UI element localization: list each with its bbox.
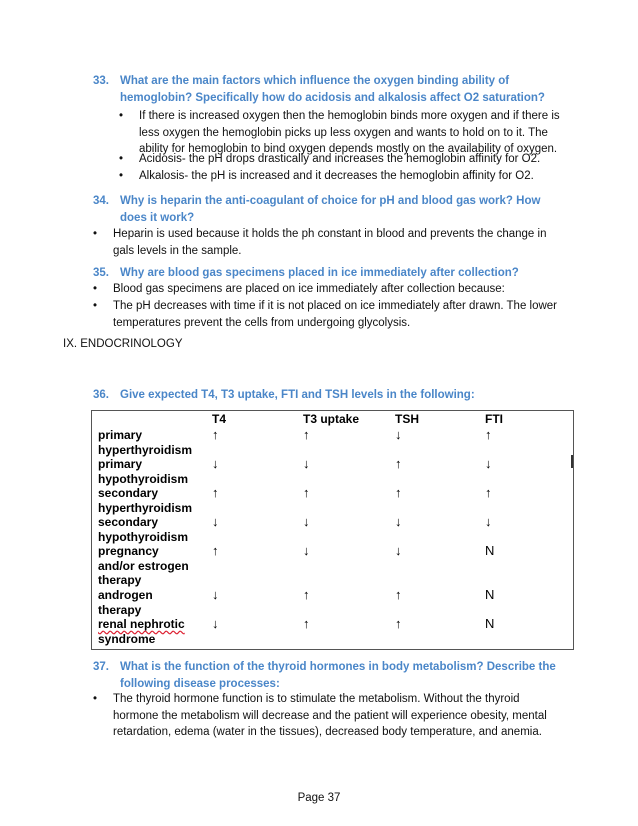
cell-t3-uptake: ↑	[303, 616, 310, 631]
bullet-item	[93, 298, 569, 332]
cell-t4: ↓	[212, 456, 219, 471]
question-36	[93, 387, 563, 404]
row-label-line: hypothyroidism	[98, 471, 189, 486]
question-37	[93, 659, 563, 693]
cell-t4: ↓	[212, 587, 219, 602]
column-header-fti: FTI	[485, 412, 503, 426]
bullet-item	[93, 691, 569, 741]
cell-t4: ↑	[212, 543, 219, 558]
cell-t4: ↑	[212, 427, 219, 442]
thyroid-table	[91, 410, 574, 650]
row-label	[98, 428, 192, 457]
cell-t3-uptake: ↑	[303, 485, 310, 500]
bullet-item	[93, 226, 569, 260]
row-label-line: renal nephrotic	[98, 617, 185, 631]
cell-fti: ↓	[485, 456, 492, 471]
cell-fti: N	[485, 543, 495, 558]
question-number: 35.	[93, 267, 109, 279]
row-label	[98, 588, 153, 617]
row-label	[98, 515, 188, 544]
cell-t3-uptake: ↓	[303, 514, 310, 529]
bullet-icon: •	[119, 153, 124, 165]
row-label-line: hypothyroidism	[98, 529, 189, 544]
bullet-line: hormone the metabolism will decrease and the patient will experience obesity, mental	[113, 709, 547, 722]
question-line: What is the function of the thyroid hormones in body metabolism? Describe the	[120, 661, 556, 673]
bullet-item	[119, 151, 569, 168]
bullet-line: The pH decreases with time if it is not placed on ice immediately after drawn. The lower	[113, 300, 558, 312]
row-label-line: pregnancy	[98, 544, 159, 558]
cell-t3-uptake: ↓	[303, 456, 310, 471]
question-number: 34.	[93, 195, 109, 207]
question-line: hemoglobin? Specifically how do acidosis and alkalosis affect O2 saturation?	[120, 92, 545, 104]
question-number: 37.	[93, 661, 109, 673]
column-header-t3-uptake: T3 uptake	[303, 412, 360, 426]
row-label-line: hyperthyroidism	[98, 500, 193, 515]
cell-fti: N	[485, 616, 495, 631]
bullet-icon: •	[119, 170, 124, 182]
bullet-icon: •	[93, 283, 98, 295]
cell-t4: ↑	[212, 485, 219, 500]
cell-tsh: ↓	[395, 427, 402, 442]
question-line: Give expected T4, T3 uptake, FTI and TSH levels in the following:	[120, 389, 475, 401]
cell-fti: ↑	[485, 427, 492, 442]
column-header-tsh: TSH	[395, 412, 419, 426]
bullet-line: temperatures prevent the cells from undergoing glycolysis.	[113, 316, 411, 329]
cell-tsh: ↑	[395, 485, 402, 500]
bullet-line: Blood gas specimens are placed on ice immediately after collection because:	[113, 283, 505, 295]
column-header-t4: T4	[212, 412, 227, 426]
row-label-line: syndrome	[98, 631, 156, 646]
question-33	[93, 73, 563, 107]
question-line: Why are blood gas specimens placed in ice immediately after collection?	[120, 267, 519, 279]
bullet-line: less oxygen the hemoglobin picks up less oxygen and wants to hold on to it. The	[139, 126, 548, 139]
bullet-icon: •	[93, 693, 98, 705]
bullet-icon: •	[119, 110, 124, 122]
question-line: does it work?	[120, 212, 195, 224]
row-label-line: secondary	[98, 515, 159, 529]
row-label	[98, 544, 189, 588]
row-label	[98, 486, 192, 515]
row-label-line: hyperthyroidism	[98, 442, 193, 457]
row-label	[98, 617, 185, 646]
question-number: 36.	[93, 389, 109, 401]
cell-tsh: ↓	[395, 543, 402, 558]
row-label-line: secondary	[98, 486, 159, 500]
bullet-line: Acidosis- the pH drops drastically and increases the hemoglobin affinity for O2.	[139, 153, 541, 165]
bullet-line: ability for hemoglobin to bind oxygen depends mostly on the availability of oxygen.	[139, 143, 558, 155]
row-label-line: therapy	[98, 573, 142, 588]
bullet-item	[93, 281, 569, 298]
question-35	[93, 265, 563, 282]
question-line: Why is heparin the anti-coagulant of choice for pH and blood gas work? How	[120, 195, 541, 207]
row-label-line: and/or estrogen	[98, 558, 189, 573]
row-label-line: androgen	[98, 588, 153, 602]
cell-t4: ↓	[212, 616, 219, 631]
row-label-line: therapy	[98, 602, 142, 617]
cell-t4: ↓	[212, 514, 219, 529]
cell-tsh: ↑	[395, 587, 402, 602]
bullet-line: Alkalosis- the pH is increased and it decreases the hemoglobin affinity for O2.	[139, 170, 534, 182]
row-label-line: primary	[98, 428, 143, 442]
bullet-line: gals levels in the sample.	[113, 244, 242, 257]
bullet-line: The thyroid hormone function is to stimulate the metabolism. Without the thyroid	[113, 693, 520, 705]
row-label-line: primary	[98, 457, 143, 471]
cell-t3-uptake: ↑	[303, 587, 310, 602]
question-number: 33.	[93, 75, 109, 87]
bullet-line: Heparin is used because it holds the ph constant in blood and prevents the change in	[113, 228, 547, 240]
bullet-icon: •	[93, 300, 98, 312]
question-line: What are the main factors which influence the oxygen binding ability of	[120, 75, 510, 87]
cell-fti: N	[485, 587, 495, 602]
bullet-icon: •	[93, 228, 98, 240]
cell-tsh: ↓	[395, 514, 402, 529]
text-cursor	[571, 455, 573, 468]
bullet-line: If there is increased oxygen then the hemoglobin binds more oxygen and if there is	[139, 110, 560, 122]
cell-fti: ↑	[485, 485, 492, 500]
page-number: Page 37	[297, 792, 341, 804]
cell-t3-uptake: ↑	[303, 427, 310, 442]
cell-t3-uptake: ↓	[303, 543, 310, 558]
bullet-item	[119, 168, 569, 185]
bullet-line: retardation, edema (water in the tissues), decreased body temperature, and anemia.	[113, 726, 542, 738]
question-line: following disease processes:	[120, 678, 280, 690]
cell-tsh: ↑	[395, 616, 402, 631]
section-heading: IX. ENDOCRINOLOGY	[63, 338, 183, 350]
cell-tsh: ↑	[395, 456, 402, 471]
question-34	[93, 193, 563, 227]
row-label	[98, 457, 188, 486]
cell-fti: ↓	[485, 514, 492, 529]
